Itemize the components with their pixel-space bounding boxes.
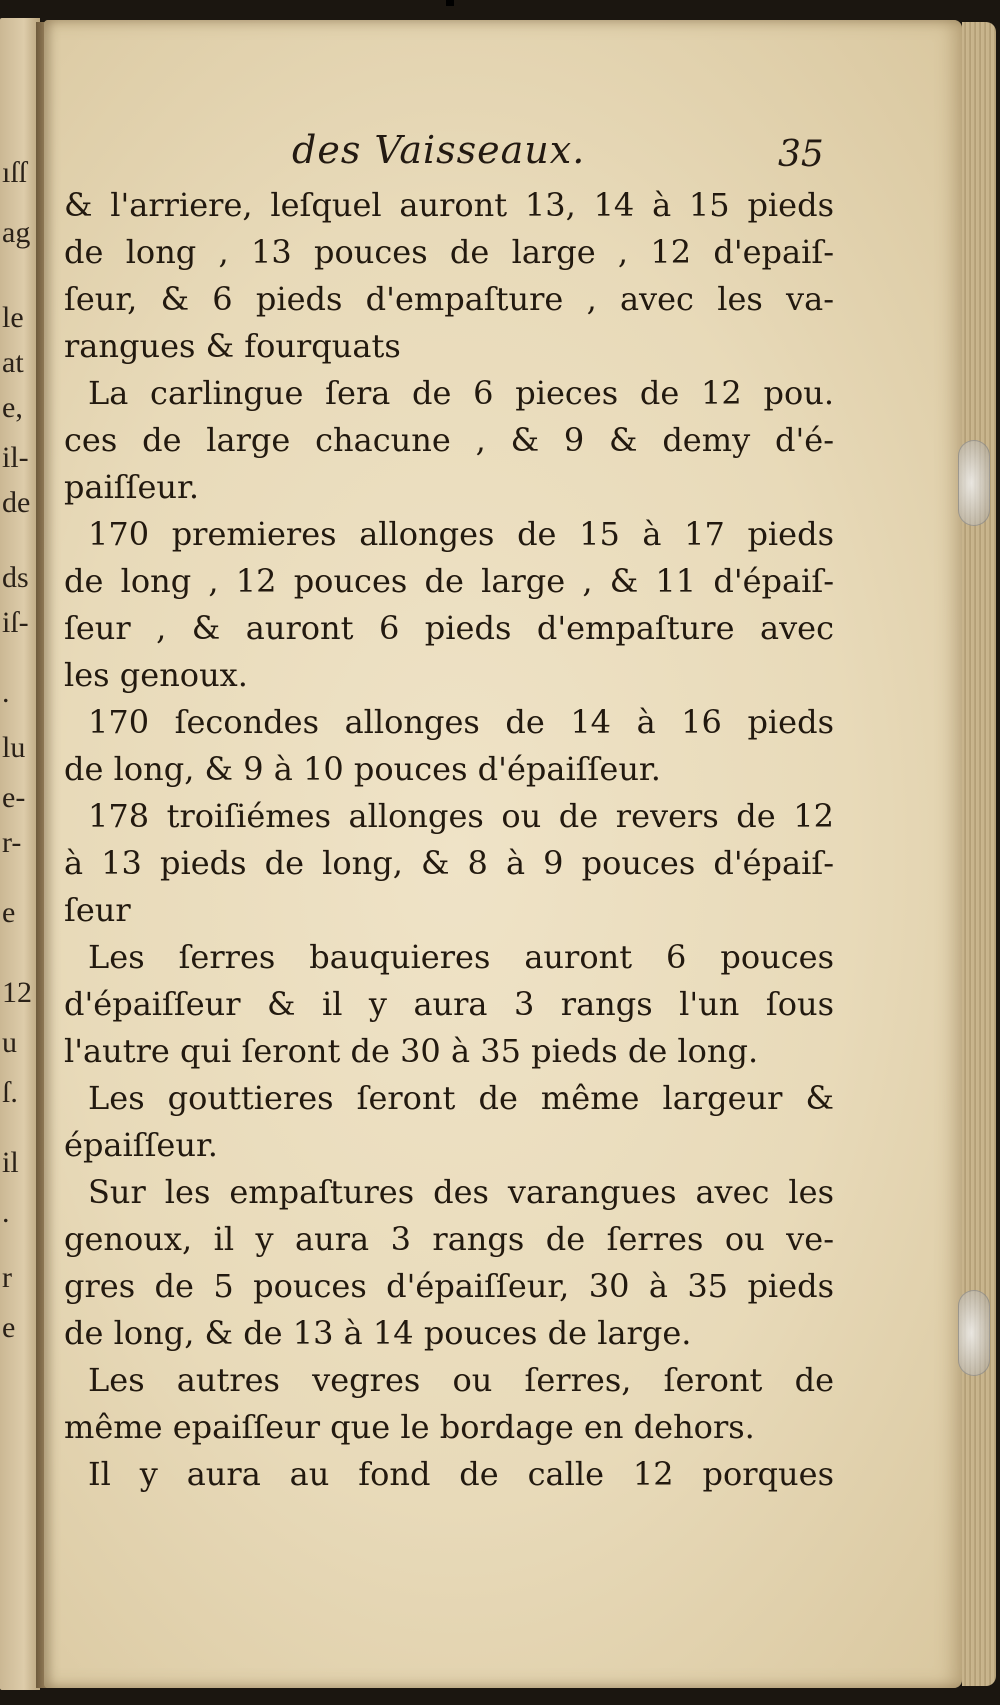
text-line: Les gouttieres ſeront de même largeur & [88,1079,834,1117]
facing-page-fragment: r [2,1261,12,1294]
text-line: genoux, il y aura 3 rangs de ſerres ou ve- [64,1220,834,1258]
facing-page-fragment: e [2,1311,16,1344]
body-text [64,182,834,1498]
text-line: gres de 5 pouces d'épaiſſeur, 30 à 35 pieds [64,1267,834,1305]
text-line: rangues & fourquats [64,327,401,365]
text-line: Les ſerres bauquieres auront 6 pouces [88,938,834,976]
facing-page-edge [0,18,40,1690]
text-line: ces de large chacune , & 9 & demy d'é- [64,421,834,459]
text-line: l'autre qui ſeront de 30 à 35 pieds de long. [64,1032,759,1070]
text-line: Il y aura au fond de calle 12 porques [88,1455,834,1493]
text-line: paiſſeur. [64,468,199,506]
text-line: Les autres vegres ou ſerres, ſeront de [88,1361,834,1399]
text-line: ſeur [64,891,131,929]
top-edge-mark [446,0,454,6]
facing-page-fragment: le [2,301,24,334]
text-line: Sur les empaſtures des varangues avec les [88,1173,834,1211]
facing-page-fragment: il- [2,441,29,474]
text-line: de long , 13 pouces de large , 12 d'epaiſ- [64,233,834,271]
facing-page-fragment: u [2,1026,17,1059]
text-line: même epaiſſeur que le bordage en dehors. [64,1408,755,1446]
facing-page-fragment: ſ. [2,1076,18,1109]
text-line: à 13 pieds de long, & 8 à 9 pouces d'épaiſ- [64,844,834,882]
text-line: les genoux. [64,656,248,694]
page-header [44,128,962,178]
text-line: 178 troiſiémes allonges ou de revers de 12 [88,797,834,835]
page-number: 35 [778,134,824,175]
facing-page-fragment: . [2,676,10,709]
facing-page-fragment: de [2,486,31,519]
facing-page-fragment: e [2,896,16,929]
facing-page-fragment: il [2,1146,19,1179]
facing-page-fragment: ds [2,561,29,594]
text-line: de long, & 9 à 10 pouces d'épaiſſeur. [64,750,661,788]
facing-page-fragment: ag [2,216,31,249]
text-line: de long, & de 13 à 14 pouces de large. [64,1314,692,1352]
page-edges [962,22,996,1686]
facing-page-fragment: e- [2,781,26,814]
facing-page-fragment: iſ- [2,606,29,639]
facing-page-fragment: lu [2,731,26,764]
facing-page-fragment: at [2,346,24,379]
text-line: épaiſſeur. [64,1126,218,1164]
text-line: 170 premieres allonges de 15 à 17 pieds [88,515,834,553]
text-line: La carlingue ſera de 6 pieces de 12 pou. [88,374,834,412]
text-line: d'épaiſſeur & il y aura 3 rangs l'un ſous [64,985,834,1023]
page-clip [958,440,990,526]
running-title: des Vaisseaux. [292,128,586,172]
text-line: ſeur , & auront 6 pieds d'empaſture avec [64,609,834,647]
text-line: & l'arriere, leſquel auront 13, 14 à 15 pieds [64,186,834,224]
facing-page-fragment: . [2,1196,10,1229]
text-line: de long , 12 pouces de large , & 11 d'épaiſ- [64,562,834,600]
facing-page-fragment: r- [2,826,22,859]
book-page [44,20,962,1688]
facing-page-fragment: 12 [2,976,32,1009]
facing-page-fragment: e, [2,391,23,424]
facing-page-fragment: ıſſ [2,156,28,189]
text-line: 170 ſecondes allonges de 14 à 16 pieds [88,703,834,741]
page-clip [958,1290,990,1376]
text-line: ſeur, & 6 pieds d'empaſture , avec les va- [64,280,834,318]
